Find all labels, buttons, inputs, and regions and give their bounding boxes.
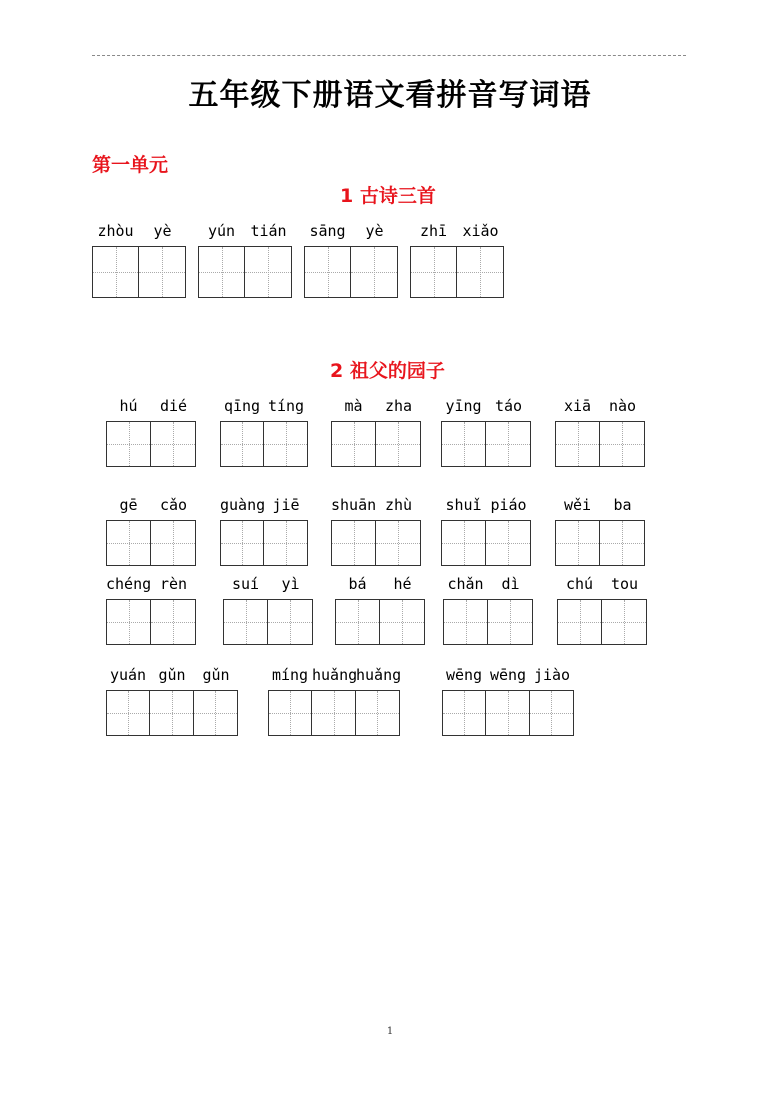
pinyin-row	[198, 222, 292, 240]
pinyin-row	[557, 575, 647, 593]
tianzige-cell[interactable]	[93, 247, 139, 297]
pinyin-syllable: cǎo	[159, 496, 188, 514]
pinyin-syllable: huǎng	[356, 666, 402, 684]
pinyin-row	[441, 397, 531, 415]
tianzige-cell[interactable]	[199, 247, 245, 297]
pinyin-syllable: tián	[250, 222, 287, 240]
tianzige-cell[interactable]	[151, 521, 195, 565]
pinyin-syllable: jiào	[533, 666, 571, 684]
pinyin-syllable: dié	[159, 397, 188, 415]
writing-grid[interactable]	[220, 421, 308, 467]
writing-grid[interactable]	[441, 421, 531, 467]
pinyin-syllable: qīng	[223, 397, 261, 415]
tianzige-cell[interactable]	[264, 422, 307, 466]
tianzige-cell[interactable]	[351, 247, 397, 297]
unit-heading: 第一单元	[92, 154, 169, 176]
writing-grid[interactable]	[304, 246, 398, 298]
pinyin-syllable: mà	[344, 397, 363, 415]
pinyin-row	[331, 496, 421, 514]
writing-grid[interactable]	[335, 599, 425, 645]
tianzige-cell[interactable]	[556, 521, 600, 565]
pinyin-syllable: míng	[271, 666, 309, 684]
pinyin-row	[106, 496, 196, 514]
pinyin-syllable: yīng	[445, 397, 482, 415]
tianzige-cell[interactable]	[530, 691, 573, 735]
writing-grid[interactable]	[443, 599, 533, 645]
pinyin-syllable: xiā	[563, 397, 592, 415]
pinyin-syllable: chú	[565, 575, 594, 593]
tianzige-cell[interactable]	[269, 691, 312, 735]
lesson-2-heading: 2 祖父的园子	[330, 360, 445, 382]
pinyin-syllable: guàng	[220, 496, 266, 514]
pinyin-syllable: hé	[393, 575, 412, 593]
writing-grid[interactable]	[106, 690, 238, 736]
writing-grid[interactable]	[106, 421, 196, 467]
pinyin-row	[220, 496, 308, 514]
tianzige-cell[interactable]	[376, 521, 420, 565]
header-rule	[92, 55, 686, 56]
pinyin-syllable: ba	[613, 496, 632, 514]
tianzige-cell[interactable]	[312, 691, 355, 735]
pinyin-syllable: suí	[231, 575, 260, 593]
writing-grid[interactable]	[331, 421, 421, 467]
pinyin-row	[268, 666, 400, 684]
pinyin-syllable: hú	[119, 397, 138, 415]
lesson-1-heading: 1 古诗三首	[340, 185, 436, 207]
pinyin-syllable: zhòu	[97, 222, 134, 240]
page-title: 五年级下册语文看拼音写词语	[188, 78, 592, 113]
writing-grid[interactable]	[555, 520, 645, 566]
tianzige-cell[interactable]	[336, 600, 380, 644]
page-number: 1	[386, 1026, 394, 1037]
pinyin-syllable: yè	[365, 222, 384, 240]
tianzige-cell[interactable]	[221, 422, 264, 466]
writing-grid[interactable]	[268, 690, 400, 736]
tianzige-cell[interactable]	[332, 521, 376, 565]
pinyin-syllable: shuǐ	[445, 496, 482, 514]
writing-grid[interactable]	[106, 599, 196, 645]
tianzige-cell[interactable]	[443, 691, 486, 735]
pinyin-syllable: yì	[281, 575, 300, 593]
pinyin-syllable: xiǎo	[462, 222, 499, 240]
pinyin-syllable: chǎn	[447, 575, 484, 593]
pinyin-syllable: wěi	[563, 496, 592, 514]
tianzige-cell[interactable]	[107, 600, 151, 644]
pinyin-syllable: wēng	[445, 666, 483, 684]
writing-grid[interactable]	[106, 520, 196, 566]
tianzige-cell[interactable]	[305, 247, 351, 297]
writing-grid[interactable]	[92, 246, 186, 298]
pinyin-syllable: wēng	[489, 666, 527, 684]
pinyin-syllable: huǎng	[312, 666, 358, 684]
pinyin-row	[92, 222, 186, 240]
tianzige-cell[interactable]	[356, 691, 399, 735]
writing-grid[interactable]	[220, 520, 308, 566]
writing-grid[interactable]	[223, 599, 313, 645]
pinyin-row	[106, 397, 196, 415]
pinyin-syllable: zha	[384, 397, 413, 415]
pinyin-row	[304, 222, 398, 240]
pinyin-row	[331, 397, 421, 415]
tianzige-cell[interactable]	[442, 521, 486, 565]
tianzige-cell[interactable]	[107, 691, 150, 735]
pinyin-row	[555, 496, 645, 514]
writing-grid[interactable]	[331, 520, 421, 566]
pinyin-syllable: chéng	[106, 575, 152, 593]
pinyin-row	[220, 397, 308, 415]
tianzige-cell[interactable]	[486, 422, 530, 466]
tianzige-cell[interactable]	[150, 691, 193, 735]
tianzige-cell[interactable]	[376, 422, 420, 466]
pinyin-row	[223, 575, 313, 593]
tianzige-cell[interactable]	[194, 691, 237, 735]
pinyin-syllable: yè	[153, 222, 172, 240]
writing-grid[interactable]	[555, 421, 645, 467]
pinyin-syllable: bá	[348, 575, 367, 593]
writing-grid[interactable]	[441, 520, 531, 566]
pinyin-row	[106, 575, 196, 593]
pinyin-row	[555, 397, 645, 415]
pinyin-syllable: gē	[119, 496, 138, 514]
pinyin-syllable: tou	[610, 575, 639, 593]
pinyin-syllable: gǔn	[158, 666, 186, 684]
pinyin-row	[442, 666, 574, 684]
tianzige-cell[interactable]	[600, 422, 644, 466]
tianzige-cell[interactable]	[332, 422, 376, 466]
pinyin-syllable: sāng	[309, 222, 346, 240]
pinyin-row	[106, 666, 238, 684]
pinyin-syllable: piáo	[490, 496, 527, 514]
writing-grid[interactable]	[442, 690, 574, 736]
pinyin-syllable: zhù	[384, 496, 413, 514]
tianzige-cell[interactable]	[107, 422, 151, 466]
tianzige-cell[interactable]	[488, 600, 532, 644]
tianzige-cell[interactable]	[224, 600, 268, 644]
pinyin-syllable: gǔn	[202, 666, 230, 684]
pinyin-syllable: jiē	[272, 496, 300, 514]
tianzige-cell[interactable]	[411, 247, 457, 297]
pinyin-syllable: yuán	[109, 666, 147, 684]
tianzige-cell[interactable]	[264, 521, 307, 565]
tianzige-cell[interactable]	[486, 691, 529, 735]
tianzige-cell[interactable]	[268, 600, 312, 644]
pinyin-syllable: zhī	[419, 222, 448, 240]
tianzige-cell[interactable]	[442, 422, 486, 466]
writing-grid[interactable]	[198, 246, 292, 298]
tianzige-cell[interactable]	[151, 422, 195, 466]
tianzige-cell[interactable]	[151, 600, 195, 644]
pinyin-syllable: rèn	[159, 575, 188, 593]
tianzige-cell[interactable]	[558, 600, 602, 644]
pinyin-syllable: shuān	[331, 496, 377, 514]
pinyin-row	[335, 575, 425, 593]
pinyin-syllable: nào	[608, 397, 637, 415]
pinyin-row	[441, 496, 531, 514]
pinyin-syllable: yún	[207, 222, 236, 240]
tianzige-cell[interactable]	[600, 521, 644, 565]
tianzige-cell[interactable]	[444, 600, 488, 644]
writing-grid[interactable]	[410, 246, 504, 298]
tianzige-cell[interactable]	[380, 600, 424, 644]
pinyin-syllable: tíng	[267, 397, 305, 415]
writing-grid[interactable]	[557, 599, 647, 645]
pinyin-syllable: dì	[501, 575, 520, 593]
pinyin-syllable: táo	[494, 397, 523, 415]
tianzige-cell[interactable]	[139, 247, 185, 297]
tianzige-cell[interactable]	[486, 521, 530, 565]
tianzige-cell[interactable]	[556, 422, 600, 466]
tianzige-cell[interactable]	[457, 247, 503, 297]
pinyin-row	[443, 575, 533, 593]
tianzige-cell[interactable]	[245, 247, 291, 297]
tianzige-cell[interactable]	[107, 521, 151, 565]
tianzige-cell[interactable]	[221, 521, 264, 565]
tianzige-cell[interactable]	[602, 600, 646, 644]
pinyin-row	[410, 222, 504, 240]
